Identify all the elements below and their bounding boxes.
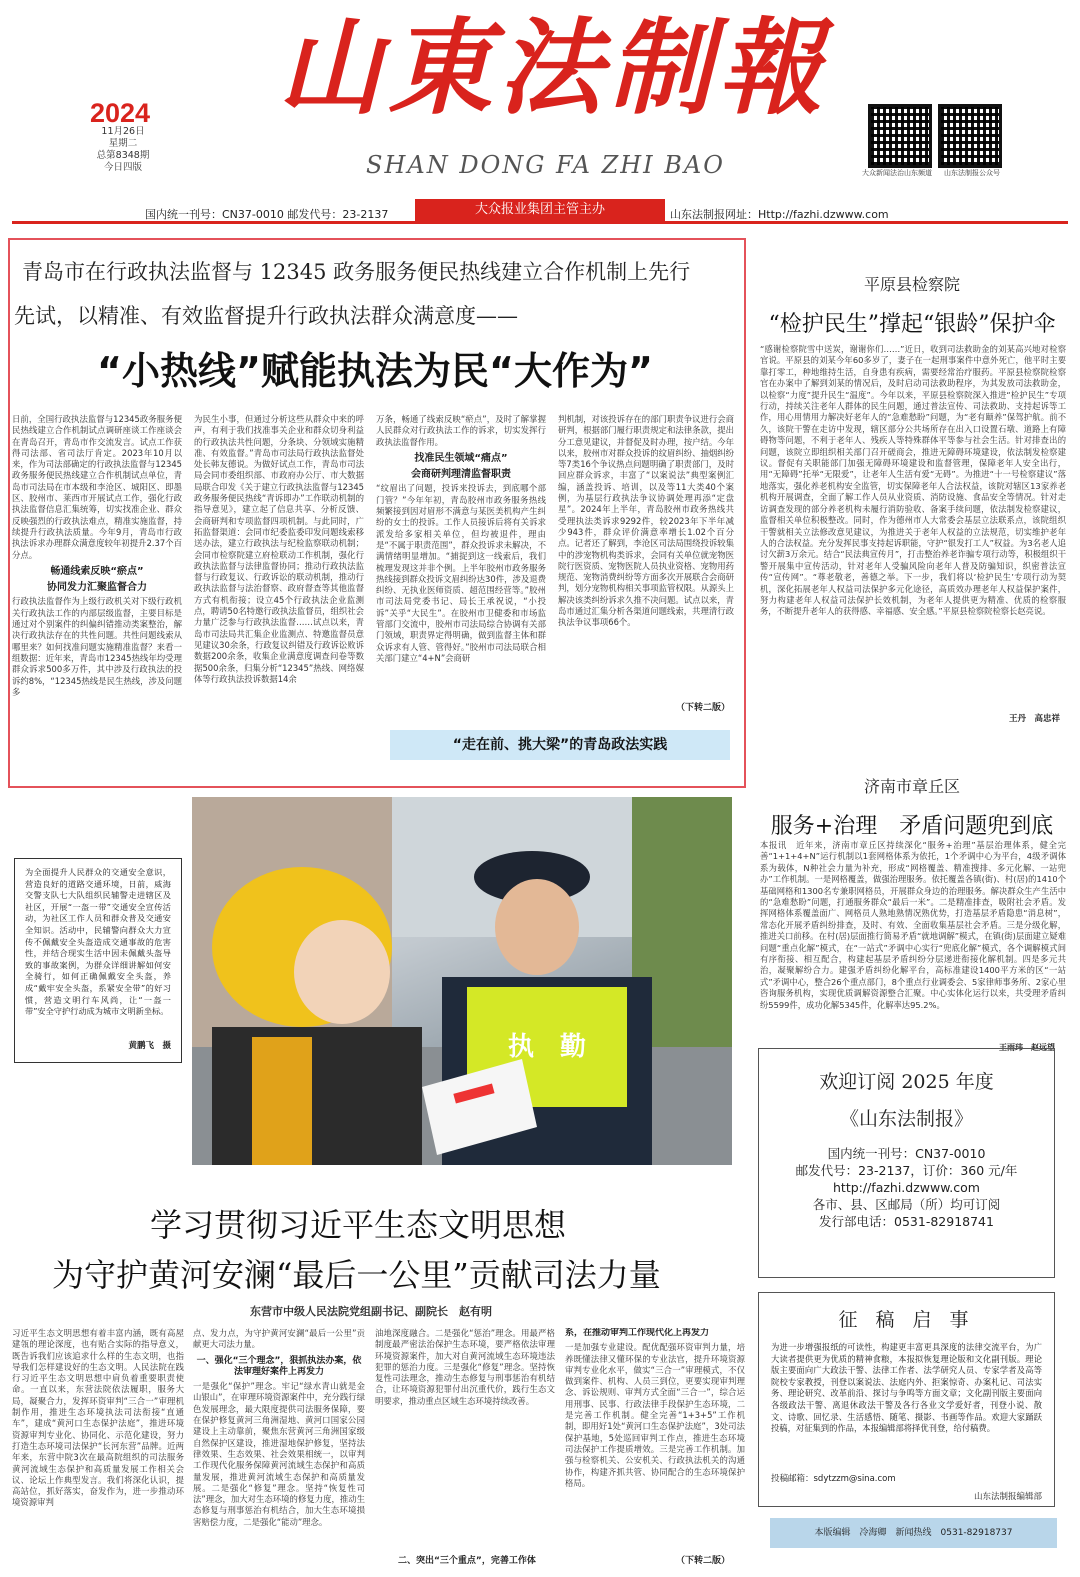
subscription-box [758,1048,1055,1278]
qr-code-icon[interactable] [868,104,932,168]
lead-col4-text: 判机制，对该投诉存在的部门职责争议进行会商研判，根据部门履行职责规定和法律条款，提出分工意见建议，并督促及时办理，按户结。今年以来，胶州市对群众投诉的纹眉纠纷、抽烟纠纷等7类16个争议热点问题明确了职责部门，及时回应群众诉求，丰富了“以案说法”典型案例汇编，涵盖投诉、培训，以及等11大类40个案例，为基层行政执法争议协调处理再添“定盘星”。2024年上半年，青岛胶州市政务热线共受理执法类诉求9292件，较2023年下半年减少943件，群众评价满意率增长1.02个百分点。记者还了解到，李沧区司法局围绕投诉较集中的涉宠物机构类诉求，会同有关单位就宠物医院行医资质、宠物医院人员执业资格、宠物用药规范、宠物消费纠纷等方面多次开展联合会商研判，划分宠物机构相关事项监管权限。从源头上解决该类纠纷诉求久推不决问题。试点以来，青岛市通过汇集分析各渠道问题线索，共理清行政执法争议事项66个。 [558,414,734,628]
subscription-web[interactable]: http://fazhi.dzwww.com [833,1180,980,1195]
page-footer: 本版编辑 冷海卿 新闻热线 0531-82918737 [770,1518,1057,1548]
issue-info [92,126,154,174]
issue-date: 11月26日 [101,126,145,137]
call-text: 为进一步增强报纸的可读性，构建更丰富更具深度的法律交流平台，为广大读者提供更为优质的精神食粮，本报拟恢复理论版和文化副刊版。理论版主要面向广大政法干警、法律工作者、法学研究人员、专家学者及高等院校专家教授，刊登以案说法、法庭内外、拒案惊奇、办案札记、司法实务、理论研究、改革前沿、探讨与争鸣等方面文章；文化副刊版主要面向各级政法干警、离退休政法干警及各行各业文学爱好者，刊登小说、散文、诗歌、回忆录、生活感悟、随笔、摄影、书画等作品。欢迎大家踊跃投稿，对征集到的作品，本报编辑部将择优刊登，给付稿费。 [771,1342,1042,1434]
photo-caption-box [14,858,182,1063]
newspaper-logo [278,6,829,130]
bottom-section2-hint: 二、突出“三个重点”，完善工作体 [398,1556,536,1566]
subscription-phone: 发行部电话：0531-82918741 [819,1214,994,1229]
issue-number: 总第8348期 [96,150,150,161]
bottom-column-2 [193,1328,365,1568]
call-email[interactable]: 投稿邮箱：sdytzzm@sina.com [771,1474,896,1484]
subscription-where: 各市、县、区邮局（所）均可订阅 [812,1197,1001,1212]
lead-column-1 [12,414,182,772]
subscription-cn: 国内统一刊号：CN37-0010 [827,1146,986,1161]
photo-byline: 黄鹏飞 摄 [128,1041,171,1051]
bottom-continue: （下转二版） [676,1556,731,1566]
qr2-caption: 山东法制报公众号 [944,169,1000,177]
lead-headline[interactable]: “小热线”赋能执法为民“大作为” [97,349,653,393]
lead-column-4 [558,414,734,698]
bottom-column-4 [565,1328,745,1553]
call-signoff: 山东法制报编辑部 [973,1492,1042,1502]
issue-pages: 今日四版 [103,162,142,173]
bottom-col4-text: 一是加强专业建设。配优配强环资审判力量，培养既懂法律又懂环保的专业法官，提升环境资源审判专业化水平，做实“三合一”审理模式，不仅做到案件、机构、人员三到位，更要实现审判理念、诉讼规则、审判方式全面“三合一”，综合运用刑事、民事、行政法律手段保护生态环境，二是完善工作机制。健全完善“1+3+5”工作机制，即用好1处“黄河口生态保护法庭”，3处司法保护基地，5处巡回审判工作点，推进生态环境司法保护工作提质增效。三是完善工作机制。加强与检察机关、公安机关、行政执法机关的沟通协作，构建齐抓共管、协同配合的生态环境保护格局。 [565,1342,745,1488]
lead-col2-text: 为民生小事，但通过分析这些从群众中来的呼声，有利于我们找准事关企业和群众切身利益的行政执法共性问题，分条块、分领域实施精准、有效监督。”青岛市司法局行政执法监督处处长韩友德说。为做好试点工作，青岛市司法局会同市委组织部、市政府办公厅、市大数据局联合印发《关于建立行政执法监督与12345政务服务便民热线“青诉即办”工作联动机制的指导意见》，建立起了信息共享、分析反馈、会商研判和专项监督四项机制。与此同时，广拓监督渠道：会同市纪委监委印发问题线索移送办法，建立行政执法与纪检监察联动机制；会同市检察院建立府检联动工作机制，强化行政执法监督与法律监督协同；推动行政执法监督与行政复议、行政诉讼的联动机制，推动行政执法监督与法治督察、政府督查等其他监督方式有机衔接；设立45个行政执法企业监测点，聘请50名特邀行政执法监督员，组织社会力量广泛参与行政执法监督……试点以来，青岛市司法局共汇集企业监测点、特邀监督员意见建议30余条，行政复议纠错及行政诉讼败诉数据200余条，收集企业满意度调查问卷等数据500余条，归集分析“12345”热线、网络媒体等行政执法投诉数据14余 [194,414,364,684]
lead-footer-banner: “走在前、挑大梁”的青岛政法实践 [390,730,730,760]
vest-label: 执 勤 [507,1032,587,1062]
right2-headline[interactable]: 服务+治理 矛盾问题兜到底 [770,814,1054,839]
subscription-paper: 《山东法制报》 [839,1108,973,1130]
lead-column-3 [376,414,546,722]
subscription-title: 欢迎订阅 2025 年度 [819,1071,994,1093]
lead-subhead-1b: 协同发力汇聚监督合力 [47,582,147,594]
website-link[interactable]: 山东法制报网址：Http://fazhi.dzwww.com [670,208,889,221]
subscription-postal: 邮发代号：23-2137，订价：360 元/年 [795,1163,1018,1178]
bottom-byline: 东营市中级人民法院党组副书记、副院长 赵有明 [250,1305,492,1318]
logo-text: 山東法制報 [278,6,829,129]
bottom-column-1 [12,1328,184,1568]
lead-col3-text: 万条，畅通了线索反映“瘀点”，及时了解掌握人民群众对行政执法工作的诉求，切实发挥行政执法监督作用。 [376,414,546,447]
lead-continue: （下转二版） [676,703,731,713]
lead-subhead-1a: 畅通线索反映“瘀点” [50,565,144,577]
right1-kicker: 平原县检察院 [863,275,960,294]
lead-col3b-text: “纹眉出了问题，投诉来投诉去，到底哪个部门管？”今年年初，青岛胶州市政务服务热线频繁接到因对眉形不满意与某医美机构产生纠纷的女士的投诉。工作人员接诉后将有关诉求派发给多家相关单位，但均被退件，理由是“不属于职责范围”，群众投诉求未解决，不满情绪明显增加。“捕捉到这一线索后，我们梳理发现这并非个例。上半年胶州市政务服务热线接到群众投诉文眉纠纷达30件，涉及退费纠纷、无执业医师资质、超范围经营等。”胶州市司法局党委书记、局长王承祝说，“小投诉”关乎“大民生”。在胶州市卫健委和市场监管部门交流中，胶州市司法局综合协调有关部门领域，职责界定得明确，做到监督主体和群众诉求有人管、管得好。”胶州市司法局联合相关部门建立“4+N”会商研 [376,483,546,663]
call-for-papers-box [758,1292,1055,1507]
bottom-col2b-text: 一是强化“保护”理念。牢记“绿水青山就是金山银山”，在审理环境资源案件中，充分践行绿色发展理念，最大限度提供司法服务保障，要在保护修复黄河三角洲湿地、黄河口国家公园建设上主动靠前，聚焦东营黄河三角洲国家级自然保护区建设，推进湿地保护修复，坚持法律效果、生态效果、社会效果相统一，以审判工作现代化服务保障黄河流域生态保护和高质量发展，推进黄河流域生态保护和高质量发展。二是强化“修复”理念。坚持“恢复性司法”理念，加大对生态环境的修复力度，推动生态修复与刑事惩治有机结合，加大生态环境损害赔偿力度，二是强化“能动”理念。 [193,1381,365,1527]
lead-col1-text: 日前，全国行政执法监督与12345政务服务便民热线建立合作机制试点调研座谈工作座谈会在青岛召开，青岛市作交流发言。试点工作获得司法部、省司法厅肯定。2023年10月以来，作为司法部确定的行政执法监督与12345政务服务便民热线建立合作机制试点单位，青岛市司法局在市本级和李沧区、城阳区、即墨区、胶州市、莱西市开展试点工作，强化行政执法监督信息汇集统筹，切实找准企业、群众反映强烈的行政执法难点，精准实施监督，持续提升行政执法质量。今年9月，青岛市行政执法诉求办理群众满意度较年初提升2.37个百分点。 [12,414,182,560]
logo-pinyin: SHAN DONG FA ZHI BAO [366,151,725,179]
call-title: 征 稿 启 事 [838,1309,975,1331]
right1-byline: 王丹 高忠祥 [1008,714,1060,724]
bottom-col1-text: 习近平生态文明思想有着丰富内涵，既有高屋建瓴的理论深度，也有贴合实际的指导意义，既告诉我们应该追求什么样的生态文明，也指导我们怎样建设好的生态文明。人民法院在践行习近平生态文明思想中肩负着重要职责使命。一直以来，东营法院依法履职，服务大局，凝聚合力，发挥环资审判“三合一”审理机制作用，推进生态环境执法司法衔接“直通车”，建成“黄河口生态保护法庭”，推进环境资源审判专业化、协同化、示范化建设，努力打造生态环境司法保护“长河东营”品牌。近两年来，东营中院3次在最高院组织的司法服务黄河流域生态保护和高质量发展工作相关会议、论坛上作典型发言。我们将深化认识，提高站位，抓好落实，奋发作为，进一步推动环境资源审判 [12,1328,184,1508]
bottom-headline-2[interactable]: 为守护黄河安澜“最后一公里”贡献司法力量 [52,1256,661,1294]
right2-body: 本报讯 近年来，济南市章丘区持续深化“服务+治理”基层治理体系，健全完善“1+1+4+N”运行机制以1套网格体系为依托，1个矛调中心为平台，4级矛调体系为载体，N种社会力量为补充，形成“网格覆盖、精准搜排、多元化解、一站兜办”工作机制。一是网格覆盖，做强治理服务。依托覆盖各镇(街)、村(居)的1410个基础网格和1300名专兼职网格员，开展群众身边的治理服务。解决群众生产生活中的“急难愁盼”问题，打通服务群众“最后一米”。二是精准排查，吸附社会矛盾。发挥网格体系覆盖面广、网格员人熟地熟情况熟优势，打造基层矛盾隐患“消息树”，常态化开展矛盾纠纷排查，及时、有效、全面收集基层社会矛盾。三是分级化解，推进关口前移。在村(居)层面推行简易矛盾“就地调解”模式，在镇(街)层面建立疑难问题“重点化解”模式，在“一站式”矛调中心实行“兜底化解”模式，各个调解模式间有序衔接、相互配合，构建起基层矛盾纠纷分层递进衔接化解机制。四是多元共治，凝聚解纷合力。建强矛盾纠纷化解平台，高标准建设1400平方米的区“一站式”矛调中心，整合26个重点部门，8个重点行业调委会、5家律师事务所、2家心里咨询服务机构，实现优质调解资源整合汇聚。中心实体化运行以来，共受理矛盾纠纷5599件，成功化解5345件，化解率达95.2%。 [760,840,1066,1010]
news-photo[interactable] [192,797,732,1165]
lead-kicker-line2: 先试，以精准、有效监督提升行政执法群众满意度—— [14,304,518,328]
bottom-subhead-4: 系，在推动审判工作现代化上再发力 [565,1328,710,1338]
bottom-subhead-2: 一、强化“三个理念”，狠抓执法办案，依法审理好案件上再发力 [196,1355,362,1377]
year: 2024 [90,98,151,128]
qr1-caption: 大众新闻法治山东频道 [862,169,932,177]
photo-illustration [192,797,732,1165]
lead-subhead-3b: 会商研判理清监督职责 [411,469,511,481]
issue-weekday: 星期二 [108,138,138,149]
cn-number: 国内统一刊号：CN37-0010 邮发代号：23-2137 [145,208,389,221]
bottom-column-3 [375,1328,555,1548]
right1-headline[interactable]: “检护民生”撑起“银龄”保护伞 [768,312,1056,337]
bottom-col2-text: 点、发力点，为守护黄河安澜“最后一公里”贡献更大司法力量。 [193,1328,365,1350]
right-story-2 [757,774,1067,840]
lead-kicker-line1: 青岛市在行政执法监督与 12345 政务服务便民热线建立合作机制上先行 [22,260,691,284]
bottom-col3-text: 油地深度融合。二是强化“惩治”理念。用最严格制度最严密法治保护生态环境，要严格依法审理环境资源案件，加大对自黄河流域生态环境违法犯罪的惩治力度。三是强化“修复”理念。坚持恢复性司法理念，推动生态修复与刑事惩治有机结合，让环境资源犯罪付出沉重代价，践行生态文明要求，推动重点区域生态环境持续改善。 [375,1328,555,1406]
lead-col1b-text: 行政执法监督作为上级行政机关对下级行政机关行政执法工作的内部层级监督，主要目标是通过对个别案件的纠偏纠错推动类案整治，解决行政执法存在的共性问题。共性问题线索从哪里来？如何找准问题实施精准监督？来看一组数据：近年来，青岛市12345热线年均受理群众诉求500多万件，其中涉及行政执法的投诉约8%，“12345热线是民生热线，涉及问题多 [12,596,182,697]
right2-byline: 王雨玮 赵远望 [999,1043,1055,1052]
right1-body: “感谢检察院雪中送炭，谢谢你们……”近日，收到司法救助金的刘某高兴地对检察官说。平原县的刘某今年60多岁了，妻子在一起刑事案件中意外死亡，他平时主要靠打零工，种地维持生活，自身患有疾病，需要经常治疗服药。平原县检察院检察官在办案中了解到刘某的情况后，及时启动司法救助程序，为其发放司法救助金，以检察“力度”提升民生“温度”。今年以来，平原县检察院深入推进“检护民生”专项行动，持续关注老年人群体的民生问题，通过普法宣传、司法救助、支持起诉等工作，用心用情用力解决好老年人的“急难愁盼”问题，为“老有颐养”保驾护航。前不久，该院干警在走访中发现，辖区部分公共场所存在出入口设置石墩、道路上有障碍物等问题，不利于老年人、残疾人等特殊群体平等参与社会生活。针对排查出的问题，该院立即组织相关部门召开磋商会，推进无障碍环境建设，依法制发检察建议。督促有关职能部门加强无障碍环境建设和监督管理，保障老年人安全出行，用“无障碍”托举“无限爱”，让老年人生活有爱“无碍”。为推进“十一号检察建议”落地落实，强化养老机构安全监管，切实保障老年人合法权益，该院对辖区13家养老机构开展调查，全面了解工作人员从业资质、消防设施、食品安全等情况。针对走访调查发现的部分养老机构未履行消防验收、备案手续问题，依法制发检察建议，监督相关单位积极整改。同时，作为德州市人大常委会基层立法联系点，该院组织干警就相关立法修改意见建议，为推进关于老年人权益的立法规范，切实维护老年人的合法权益。充分发挥民事支持起诉职能，守护“银发打工人”权益。为3名老人追讨欠薪3万余元。结合“民法典宣传月”，打击整治养老诈骗专项行动等，积极组织干警开展集中宣传活动，针对老年人受骗风险向老年人普及防骗知识，织密普法宣传“宣传网”。“尊老敬老，善德之举。下一步，我们将以‘检护民生’专项行动为契机，深化拓展老年人权益司法保护多元化途径，高质效办理老年人权益保护案件，努力构建老年人权益司法保护长效机制，为老年人提供更为精准、优质的检察服务，不断提升老年人的获得感、幸福感、安全感。”平原县检察院检察长赵亮说。 [760,344,1066,617]
lead-subhead-3a: 找准民生领域“痛点” [414,452,508,464]
bottom-headline-1[interactable]: 学习贯彻习近平生态文明思想 [150,1206,567,1244]
publisher-banner: 大众报业集团主管主办 [415,199,665,221]
photo-caption: 为全面提升人民群众的交通安全意识，营造良好的道路交通环境，日前，威海交警支队七大队组织民辅警走进辖区及社区，开展“一盔一带”交通安全宣传活动，为社区工作人员和群众普及交通安全知识。活动中，民辅警向群众大力宣传不佩戴安全头盔造成交通事故的危害性，并结合现实生活中因未佩戴头盔导致的事故案例，为群众详细讲解如何安全骑行，如何正确佩戴安全头盔，养成“戴牢安全头盔，系紧安全带”的好习惯，营造文明行车风尚，让“一盔一带”安全守护行动成为城市文明新坐标。 [25,867,171,1017]
lead-column-2 [194,414,364,772]
qr-code-icon[interactable] [938,104,1002,168]
right-story-1 [757,272,1067,338]
right2-kicker: 济南市章丘区 [863,777,960,796]
